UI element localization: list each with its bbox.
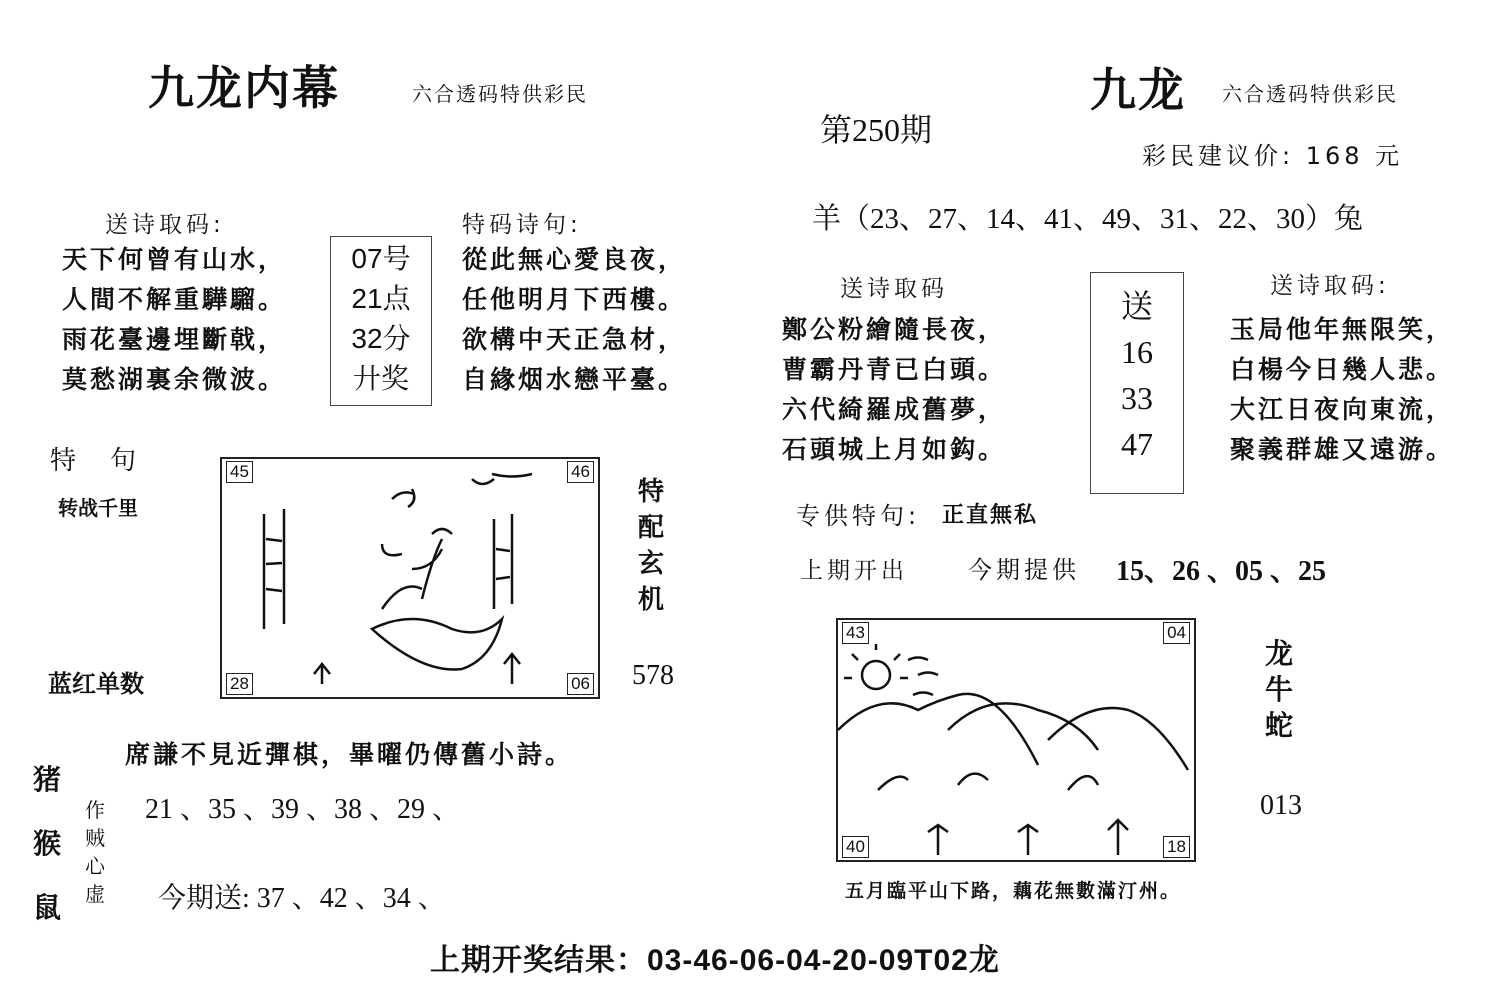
left-special-phrase: 转战千里 bbox=[58, 496, 138, 520]
right-send-poem-label-right: 送诗取码: bbox=[1270, 273, 1390, 299]
box-line: 33 bbox=[1121, 380, 1153, 416]
corner-number: 40 bbox=[842, 836, 869, 858]
thief-char: 虚 bbox=[85, 882, 105, 906]
left-picture bbox=[220, 457, 600, 699]
left-special-poem-label: 特码诗句: bbox=[462, 212, 582, 238]
left-poem-right bbox=[462, 240, 686, 400]
box-line: 07号 bbox=[351, 243, 411, 274]
vertical-char: 蛇 bbox=[1265, 709, 1294, 742]
box-line: 21点 bbox=[351, 283, 411, 314]
thief-char: 心 bbox=[85, 854, 105, 878]
left-special-phrase-label: 特 句 bbox=[50, 446, 141, 476]
left-side-number: 578 bbox=[632, 660, 674, 691]
corner-number: 43 bbox=[842, 622, 869, 644]
left-title: 九龙内幕 bbox=[148, 61, 340, 115]
right-poem-right bbox=[1230, 310, 1454, 470]
right-last-issue-label: 上期开出 bbox=[800, 558, 908, 584]
right-poem-left bbox=[782, 310, 1006, 470]
last-result: 上期开奖结果：03-46-06-04-20-09T02龙 bbox=[430, 944, 1000, 977]
left-numbers-row: 21 、35 、39 、38 、29 、 bbox=[145, 794, 461, 825]
right-center-box bbox=[1090, 272, 1184, 494]
corner-number: 46 bbox=[567, 461, 594, 483]
poem-line: 曹霸丹青已白頭。 bbox=[782, 355, 1007, 384]
sketch-drawing bbox=[222, 459, 598, 697]
vertical-char: 配 bbox=[638, 513, 665, 543]
poem-line: 莫愁湖裏余微波。 bbox=[62, 365, 287, 394]
corner-number: 04 bbox=[1163, 622, 1190, 644]
corner-number: 06 bbox=[567, 673, 594, 695]
right-special-value: 正直無私 bbox=[942, 502, 1039, 528]
poem-line: 石頭城上月如鈎。 bbox=[782, 435, 1007, 464]
left-center-box bbox=[330, 236, 432, 406]
poem-line: 鄭公粉繪隨長夜， bbox=[782, 315, 1007, 344]
vertical-char: 龙 bbox=[1265, 637, 1294, 670]
right-picture bbox=[836, 618, 1196, 862]
left-blue-red-label: 蓝红单数 bbox=[48, 670, 144, 698]
poem-line: 人間不解重驊騮。 bbox=[62, 285, 287, 314]
poem-line: 自緣烟水戀平臺。 bbox=[462, 365, 687, 394]
right-side-number: 013 bbox=[1260, 790, 1302, 821]
left-zodiac-vertical bbox=[33, 748, 61, 940]
left-thief-vertical bbox=[85, 796, 105, 908]
left-send-poem-label: 送诗取码: bbox=[105, 212, 225, 238]
sketch-drawing bbox=[838, 620, 1194, 860]
vertical-char: 特 bbox=[638, 477, 665, 507]
right-title: 九龙 bbox=[1090, 63, 1186, 117]
zodiac-char: 猴 bbox=[33, 827, 62, 860]
poem-line: 雨花臺邊埋斷戟， bbox=[62, 325, 287, 354]
right-caption: 五月臨平山下路，藕花無數滿汀州。 bbox=[845, 880, 1182, 902]
poem-line: 聚義群雄又遠游。 bbox=[1230, 435, 1455, 464]
poem-line: 任他明月下西樓。 bbox=[462, 285, 687, 314]
vertical-char: 机 bbox=[638, 585, 665, 615]
left-side-vertical bbox=[638, 474, 664, 618]
left-subtitle: 六合透码特供彩民 bbox=[412, 82, 588, 106]
right-sheep-line: 羊（23、27、14、41、49、31、22、30）兔 bbox=[812, 203, 1364, 235]
poem-line: 大江日夜向東流， bbox=[1230, 395, 1455, 424]
right-current-provide-label: 今期提供 bbox=[968, 556, 1080, 584]
right-special-label: 专供特句: bbox=[796, 502, 921, 530]
thief-char: 作 bbox=[85, 798, 105, 822]
vertical-char: 玄 bbox=[638, 549, 665, 579]
box-line: 廾奖 bbox=[352, 363, 409, 394]
poem-line: 欲構中天正急材， bbox=[462, 325, 687, 354]
left-today-send: 今期送: 37 、42 、34 、 bbox=[158, 883, 446, 914]
poem-line: 白楊今日幾人悲。 bbox=[1230, 355, 1455, 384]
thief-char: 贼 bbox=[85, 826, 105, 850]
box-line: 32分 bbox=[351, 323, 411, 354]
zodiac-char: 猪 bbox=[33, 763, 62, 796]
right-price: 彩民建议价: 168 元 bbox=[1142, 142, 1404, 170]
left-couplet: 席謙不見近彈棋，畢曜仍傳舊小詩。 bbox=[125, 740, 574, 769]
poem-line: 六代綺羅成舊夢， bbox=[782, 395, 1007, 424]
zodiac-char: 鼠 bbox=[33, 891, 62, 924]
corner-number: 28 bbox=[226, 673, 253, 695]
right-current-provide-numbers: 15、26 、05 、25 bbox=[1116, 556, 1327, 587]
box-line: 16 bbox=[1121, 334, 1153, 370]
box-line: 47 bbox=[1121, 426, 1153, 462]
poem-line: 從此無心愛良夜， bbox=[462, 245, 687, 274]
issue-number: 第250期 bbox=[820, 112, 933, 148]
corner-number: 45 bbox=[226, 461, 253, 483]
box-line: 送 bbox=[1120, 288, 1153, 324]
poem-line: 玉局他年無限笑， bbox=[1230, 315, 1455, 344]
right-send-poem-label-left: 送诗取码 bbox=[840, 276, 948, 302]
right-side-vertical bbox=[1265, 636, 1293, 744]
poem-line: 天下何曾有山水， bbox=[62, 245, 287, 274]
right-subtitle: 六合透码特供彩民 bbox=[1222, 82, 1398, 106]
vertical-char: 牛 bbox=[1265, 673, 1294, 706]
corner-number: 18 bbox=[1163, 836, 1190, 858]
left-poem-left bbox=[62, 240, 286, 400]
